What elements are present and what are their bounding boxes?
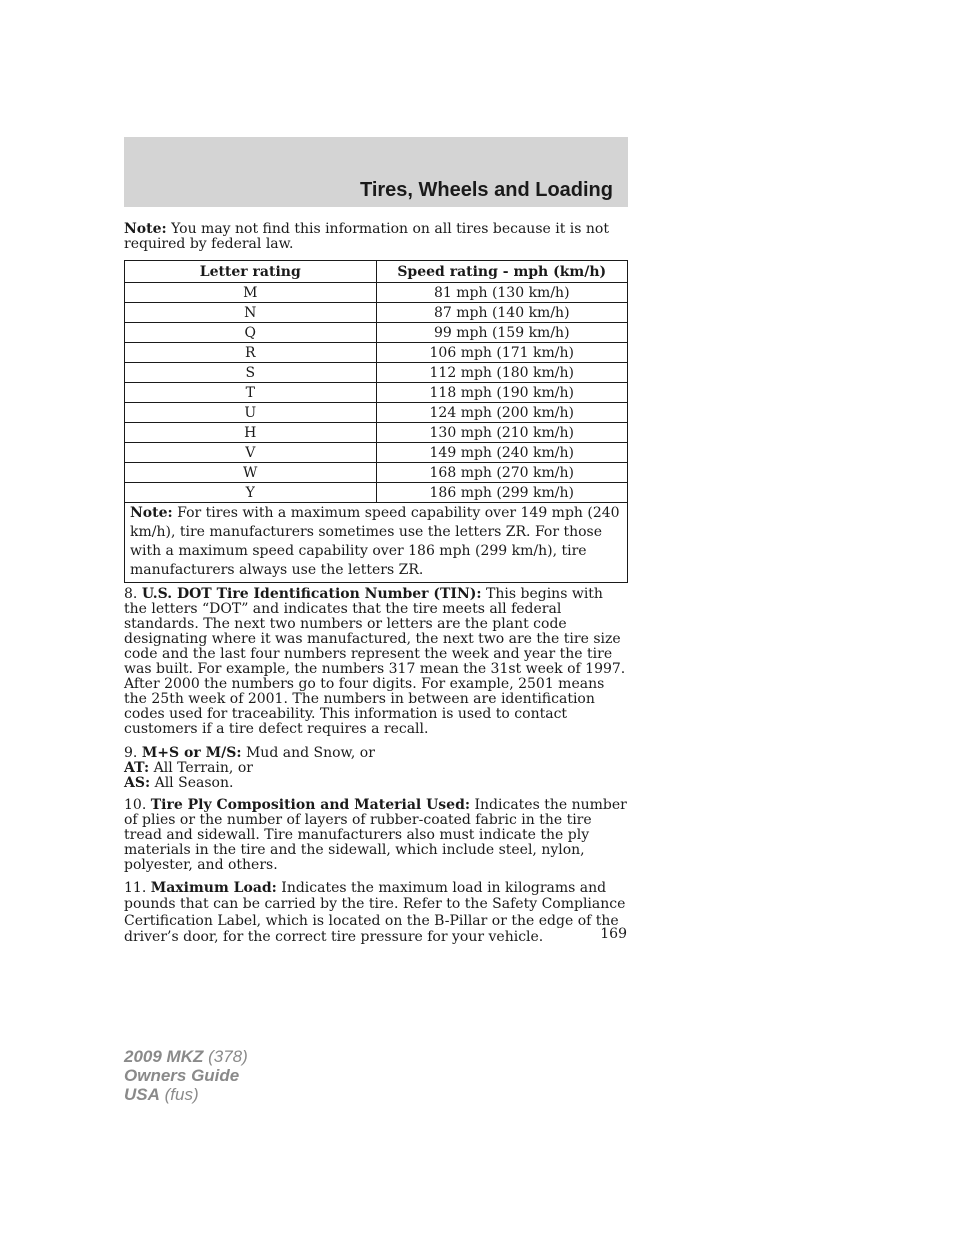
- footer-doc-info: [124, 1047, 248, 1104]
- table-row: [125, 403, 628, 423]
- top-note-text: You may not find this information on all tires because it is not required by federal law.: [124, 221, 609, 252]
- column-header-speed: Speed rating - mph (km/h): [376, 261, 628, 283]
- item-ply-composition: [124, 798, 628, 873]
- letter-cell: Q: [125, 323, 377, 343]
- top-note: [124, 222, 628, 252]
- item-text: Indicates the number of plies or the number of layers of rubber-coated fabric in the tire tread and sidewall. Tire manufacturers also must indicate the ply materials in the tire and the sidewall, which include steel, nylon, polyester, and others.: [124, 797, 627, 873]
- item-text: This begins with the letters “DOT” and indicates that the tire meets all federal standards. The next two numbers or letters are the plant code designating where it was manufactured, the next two are the tire size code and the last four numbers represent the week and year the tire was built. For example, the numbers 317 mean the 31st week of 1997. After 2000 the numbers go to four digits. For example, 2501 means the 25th week of 2001. The numbers in between are identification codes used for traceability. This information is used to contact customers if a tire defect requires a recall.: [124, 586, 626, 737]
- letter-cell: R: [125, 343, 377, 363]
- footer-region-code: (fus): [159, 1085, 199, 1104]
- speed-cell: 149 mph (240 km/h): [376, 443, 628, 463]
- table-row: [125, 443, 628, 463]
- item-number: 9.: [124, 745, 142, 761]
- letter-cell: H: [125, 423, 377, 443]
- speed-cell: 186 mph (299 km/h): [376, 483, 628, 503]
- footer-model-code: (378): [203, 1047, 248, 1066]
- table-row: [125, 303, 628, 323]
- letter-cell: W: [125, 463, 377, 483]
- letter-cell: N: [125, 303, 377, 323]
- item-number: 8.: [124, 586, 142, 602]
- page-number: 169: [600, 926, 627, 942]
- item-label: Maximum Load:: [150, 880, 277, 896]
- table-row: [125, 343, 628, 363]
- item-label: M+S or M/S:: [141, 745, 242, 761]
- table-row: [125, 363, 628, 383]
- speed-cell: 81 mph (130 km/h): [376, 283, 628, 303]
- item-maximum-load: [124, 880, 628, 945]
- letter-cell: M: [125, 283, 377, 303]
- column-header-letter: Letter rating: [125, 261, 377, 283]
- speed-cell: 99 mph (159 km/h): [376, 323, 628, 343]
- table-note: [125, 503, 628, 583]
- table-row: [125, 463, 628, 483]
- table-note-text: For tires with a maximum speed capability over 149 mph (240 km/h), tire manufacturers sometimes use the letters ZR. For those with a maximum speed capability over 186 mph (299 km/h), tire manufacturers always use the letters ZR.: [130, 505, 620, 578]
- table-note-label: Note:: [130, 505, 173, 521]
- item-text: Indicates the maximum load in kilograms and pounds that can be carried by the tire. Refer to the Safety Compliance Certification Label, which is located on the B-Pillar or the edge of the driver’s door, for the correct tire pressure for your vehicle.: [124, 880, 626, 945]
- table-row: [125, 283, 628, 303]
- section-header-band: [124, 137, 628, 207]
- top-note-label: Note:: [124, 221, 167, 237]
- item-text: All Terrain, or: [149, 760, 253, 776]
- speed-cell: 106 mph (171 km/h): [376, 343, 628, 363]
- table-note-row: [125, 503, 628, 583]
- item-mud-snow: [124, 746, 628, 791]
- speed-rating-table: [124, 260, 628, 583]
- footer-region: USA: [124, 1085, 160, 1104]
- speed-cell: 168 mph (270 km/h): [376, 463, 628, 483]
- footer-model: 2009 MKZ: [124, 1047, 204, 1066]
- speed-cell: 112 mph (180 km/h): [376, 363, 628, 383]
- letter-cell: U: [125, 403, 377, 423]
- table-row: [125, 423, 628, 443]
- table-row: [125, 383, 628, 403]
- letter-cell: S: [125, 363, 377, 383]
- speed-cell: 118 mph (190 km/h): [376, 383, 628, 403]
- table-row: [125, 483, 628, 503]
- letter-cell: T: [125, 383, 377, 403]
- section-title: Tires, Wheels and Loading: [359, 179, 613, 201]
- item-label: Tire Ply Composition and Material Used:: [150, 797, 471, 813]
- speed-cell: 87 mph (140 km/h): [376, 303, 628, 323]
- footer-line-region: [124, 1085, 248, 1104]
- item-number: 11.: [124, 880, 151, 896]
- item-dot-tin: [124, 587, 628, 737]
- speed-cell: 124 mph (200 km/h): [376, 403, 628, 423]
- item-number: 10.: [124, 797, 151, 813]
- item-label: AT:: [124, 760, 150, 776]
- footer-guide: Owners Guide: [124, 1066, 240, 1085]
- table-row: [125, 323, 628, 343]
- item-label: U.S. DOT Tire Identification Number (TIN):: [141, 586, 482, 602]
- item-text: All Season.: [150, 775, 234, 791]
- page-content: [124, 222, 628, 945]
- table-header-row: [125, 261, 628, 283]
- footer-line-model: [124, 1047, 248, 1066]
- item-text: Mud and Snow, or: [241, 745, 375, 761]
- speed-cell: 130 mph (210 km/h): [376, 423, 628, 443]
- item-label: AS:: [124, 775, 151, 791]
- letter-cell: V: [125, 443, 377, 463]
- letter-cell: Y: [125, 483, 377, 503]
